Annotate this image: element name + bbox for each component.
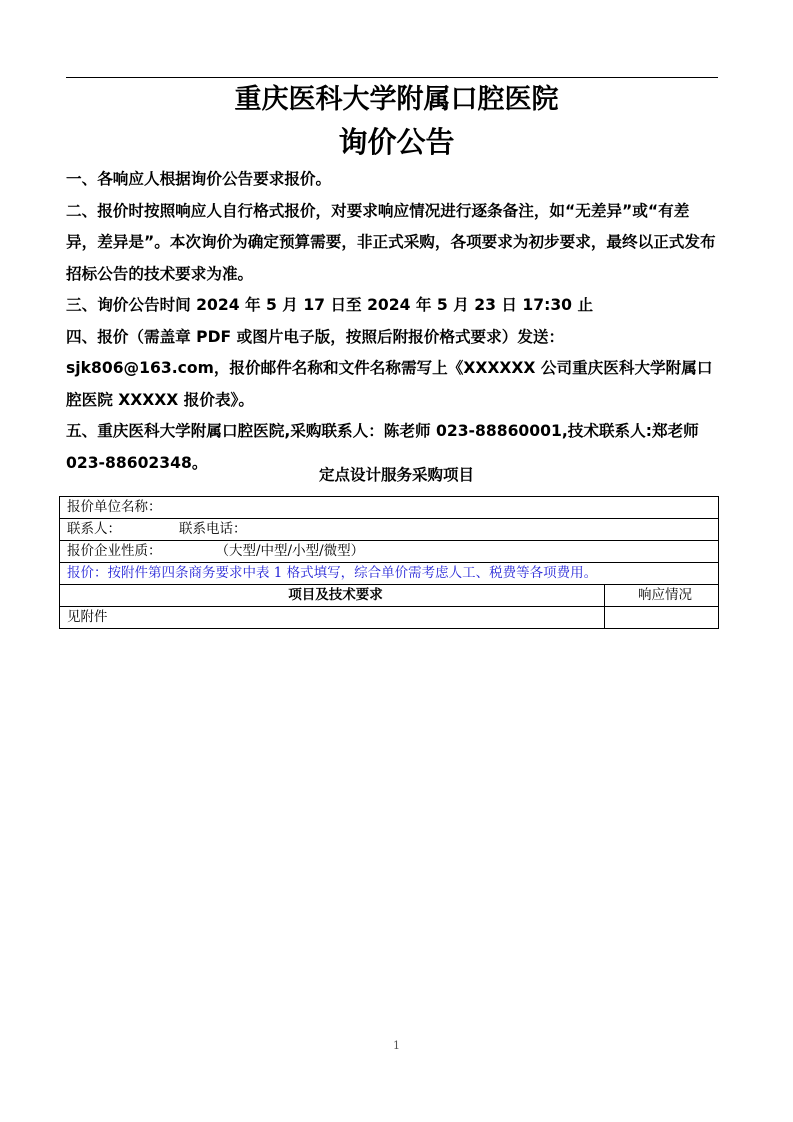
pricing-note: 报价：按附件第四条商务要求中表 1 格式填写，综合单价需考虑人工、税费等各项费用。	[60, 563, 719, 585]
company-nature-options: （大型/中型/小型/微型）	[215, 543, 365, 559]
section-title: 定点设计服务采购项目	[318, 466, 474, 484]
company-name-cell[interactable]	[60, 497, 719, 519]
table-row	[60, 519, 719, 541]
paragraph-4: 四、报价（需盖章 PDF 或图片电子版，按照后附报价格式要求）发送：sjk806@163.com，报价邮件名称和文件名称需写上《XXXXXX 公司重庆医科大学附属口腔医院 XXXXX 报价表》。	[66, 327, 713, 409]
response-cell[interactable]	[605, 607, 719, 629]
column-header-requirements: 项目及技术要求	[60, 585, 605, 607]
top-rule	[66, 77, 718, 78]
table-row	[60, 497, 719, 519]
paragraph-1: 一、各响应人根据询价公告要求报价。	[66, 170, 332, 188]
quotation-form-table	[59, 496, 719, 629]
company-nature-label: 报价企业性质：	[67, 543, 162, 559]
announcement-body	[66, 164, 720, 479]
requirement-cell: 见附件	[60, 607, 605, 629]
paragraph-2: 二、报价时按照响应人自行格式报价，对要求响应情况进行逐条备注，如“无差异”或“有差异，差异是”。本次询价为确定预算需要，非正式采购，各项要求为初步要求，最终以正式发布招标公告的技术要求为准。	[66, 201, 716, 283]
company-nature-cell[interactable]	[60, 541, 719, 563]
column-header-response: 响应情况	[605, 585, 719, 607]
contact-label: 联系人：	[67, 521, 121, 537]
paragraph-3: 三、询价公告时间 2024 年 5 月 17 日至 2024 年 5 月 23 日 17:30 止	[66, 296, 594, 314]
document-title: 重庆医科大学附属口腔医院	[234, 84, 559, 115]
table-row	[60, 607, 719, 629]
company-name-label: 报价单位名称：	[67, 499, 162, 515]
phone-label: 联系电话：	[179, 521, 247, 537]
table-row	[60, 563, 719, 585]
paragraph-5: 五、重庆医科大学附属口腔医院,采购联系人：陈老师 023-88860001,技术联系人:郑老师 023-88602348。	[66, 422, 699, 472]
contact-cell[interactable]	[60, 519, 719, 541]
table-header-row	[60, 585, 719, 607]
document-subtitle: 询价公告	[338, 125, 455, 159]
page-number: 1	[393, 1039, 400, 1052]
table-row	[60, 541, 719, 563]
